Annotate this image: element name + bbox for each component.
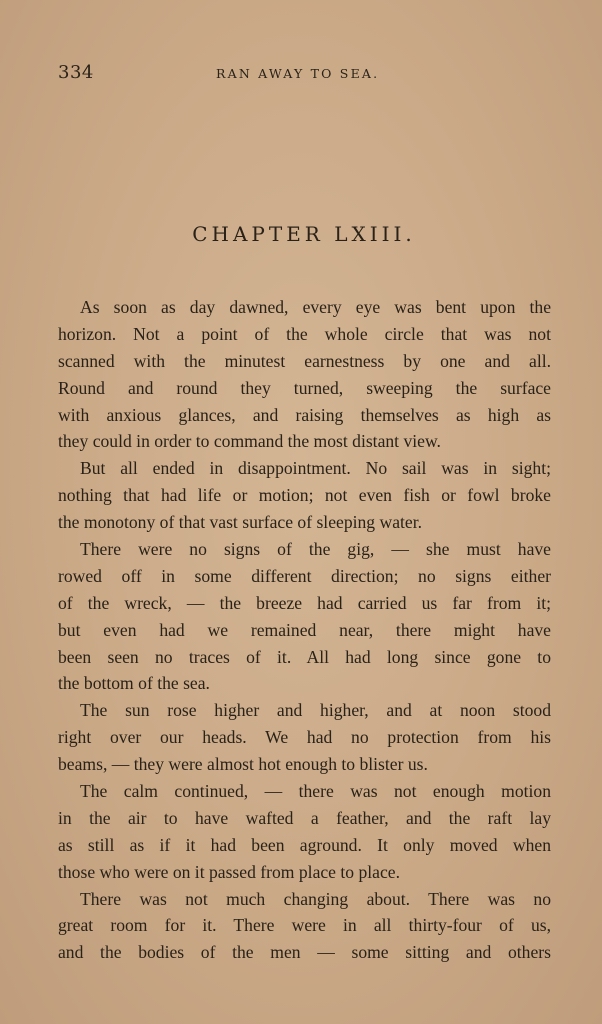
text-line: But all ended in disappointment. No sail was in sight; (80, 458, 551, 479)
text-line: been seen no traces of it. All had long since gone to (58, 646, 551, 667)
text-line: in the air to have wafted a feather, and the raft lay (58, 807, 551, 828)
text-line: beams, — they were almost hot enough to blister us. (58, 754, 428, 775)
running-title: RAN AWAY TO SEA. (216, 66, 380, 81)
text-line: scanned with the minutest earnestness by one and all. (58, 350, 551, 371)
text-line: great room for it. There were in all thirty-four of us, (58, 915, 551, 936)
text-line: they could in order to command the most distant view. (58, 431, 441, 452)
text-line: with anxious glances, and raising themselves as high as (58, 404, 551, 425)
chapter-title: CHAPTER LXIII. (192, 222, 416, 246)
text-line: Round and round they turned, sweeping the surface (58, 377, 551, 398)
page-header (58, 62, 550, 88)
text-line: The calm continued, — there was not enough motion (80, 781, 551, 802)
text-line: right over our heads. We had no protection from his (58, 727, 551, 748)
text-line: horizon. Not a point of the whole circle that was not (58, 323, 551, 344)
text-line: nothing that had life or motion; not even fish or fowl broke (58, 485, 551, 506)
text-line: There were no signs of the gig, — she must have (80, 539, 551, 560)
body-text (58, 294, 551, 966)
text-line: As soon as day dawned, every eye was bent upon the (80, 297, 551, 317)
text-line: the bottom of the sea. (58, 673, 210, 694)
text-line: as still as if it had been aground. It only moved when (58, 834, 551, 855)
text-line: rowed off in some different direction; no signs either (58, 565, 551, 586)
text-line: There was not much changing about. There was no (80, 888, 551, 909)
text-line: and the bodies of the men — some sitting and others (58, 942, 551, 963)
text-line: The sun rose higher and higher, and at noon stood (80, 700, 551, 721)
text-line: those who were on it passed from place to place. (58, 861, 400, 882)
page-number: 334 (58, 62, 94, 83)
text-line: but even had we remained near, there might have (58, 619, 551, 640)
text-line: of the wreck, — the breeze had carried us far from it; (58, 592, 551, 613)
text-line: the monotony of that vast surface of sleeping water. (58, 512, 422, 533)
